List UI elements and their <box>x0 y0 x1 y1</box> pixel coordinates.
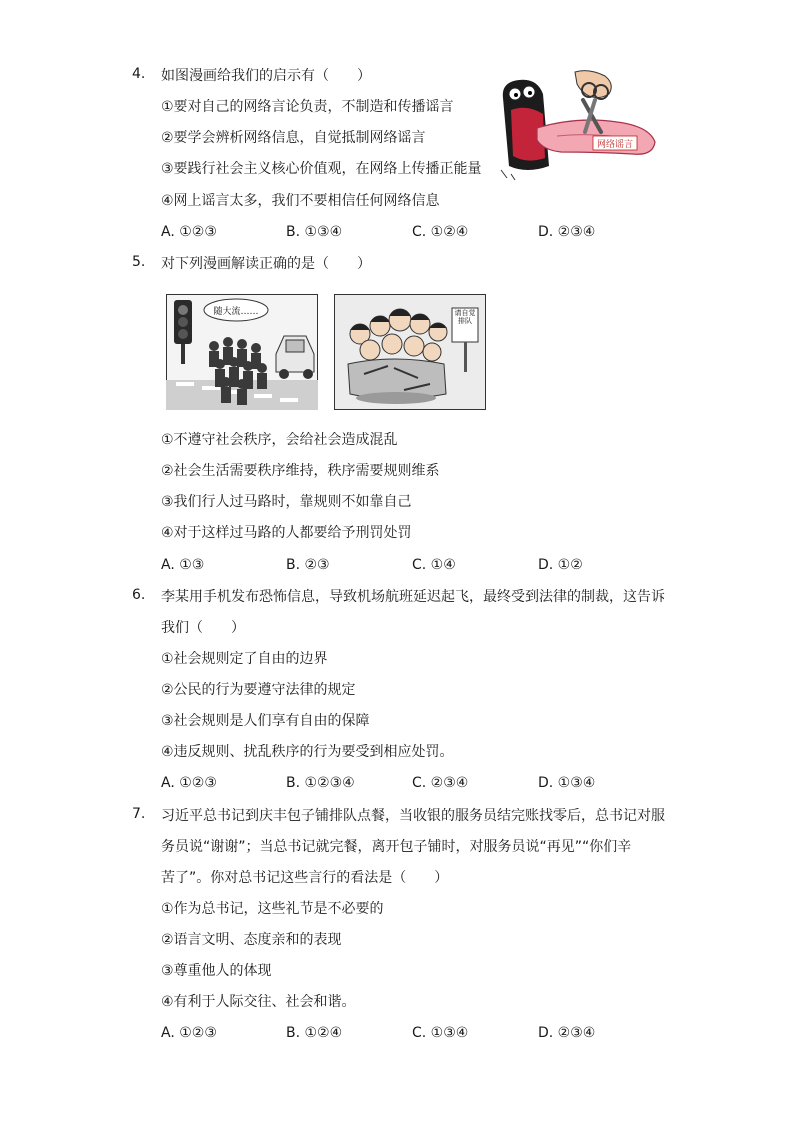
tongue-label: 网络谣言 <box>596 140 634 150</box>
statement-item: ②社会生活需要秩序维持，秩序需要规则维系 <box>161 463 440 479</box>
queue-cartoon-image <box>334 294 486 410</box>
statement-item: ①要对自己的网络言论负责，不制造和传播谣言 <box>161 99 454 115</box>
option-a[interactable]: A. ①③ <box>161 557 205 573</box>
statement-item: ①不遵守社会秩序，会给社会造成混乱 <box>161 432 398 448</box>
option-d[interactable]: D. ②③④ <box>538 1025 596 1041</box>
question-stem: 苦了”。你对总书记这些言行的看法是（ ） <box>161 870 449 886</box>
statement-item: ②要学会辨析网络信息，自觉抵制网络谣言 <box>161 130 426 146</box>
rumor-cartoon-image <box>497 70 659 182</box>
sign-text: 请自觉排队 <box>454 309 476 325</box>
option-d[interactable]: D. ②③④ <box>538 224 596 240</box>
option-c[interactable]: C. ①②④ <box>412 224 469 240</box>
option-c[interactable]: C. ①③④ <box>412 1025 469 1041</box>
question-stem: 务员说“谢谢”；当总书记就完餐，离开包子铺时，对服务员说“再见”“你们辛 <box>161 839 632 855</box>
option-b[interactable]: B. ①②④ <box>286 1025 343 1041</box>
question-number: 6. <box>132 587 146 603</box>
option-a[interactable]: A. ①②③ <box>161 1025 217 1041</box>
option-d[interactable]: D. ①③④ <box>538 775 596 791</box>
bubble-text: 随大流…… <box>213 307 259 317</box>
option-b[interactable]: B. ②③ <box>286 557 330 573</box>
statement-item: ②语言文明、态度亲和的表现 <box>161 932 342 948</box>
option-a[interactable]: A. ①②③ <box>161 775 217 791</box>
question-number: 5. <box>132 254 146 270</box>
question-stem: 习近平总书记到庆丰包子铺排队点餐，当收银的服务员结完账找零后，总书记对服 <box>161 808 665 824</box>
option-c[interactable]: C. ①④ <box>412 557 456 573</box>
option-b[interactable]: B. ①③④ <box>286 224 343 240</box>
statement-item: ①作为总书记，这些礼节是不必要的 <box>161 901 384 917</box>
statement-item: ③要践行社会主义核心价值观，在网络上传播正能量 <box>161 161 482 177</box>
statement-item: ④违反规则、扰乱秩序的行为要受到相应处罚。 <box>161 744 454 760</box>
statement-item: ④有利于人际交往、社会和谐。 <box>161 994 356 1010</box>
statement-item: ④网上谣言太多，我们不要相信任何网络信息 <box>161 193 440 209</box>
statement-item: ③我们行人过马路时，靠规则不如靠自己 <box>161 494 412 510</box>
statement-item: ③社会规则是人们享有自由的保障 <box>161 713 370 729</box>
question-number: 4. <box>132 66 146 82</box>
question-number: 7. <box>132 806 146 822</box>
statement-item: ①社会规则定了自由的边界 <box>161 651 328 667</box>
question-stem: 李某用手机发布恐怖信息，导致机场航班延迟起飞，最终受到法律的制裁，这告诉 <box>161 589 665 605</box>
option-d[interactable]: D. ①② <box>538 557 583 573</box>
jaywalking-cartoon-image <box>166 294 318 410</box>
statement-item: ④对于这样过马路的人都要给予刑罚处罚 <box>161 525 412 541</box>
option-b[interactable]: B. ①②③④ <box>286 775 355 791</box>
option-c[interactable]: C. ②③④ <box>412 775 469 791</box>
question-stem: 对下列漫画解读正确的是（ ） <box>161 256 371 272</box>
statement-item: ②公民的行为要遵守法律的规定 <box>161 682 356 698</box>
statement-item: ③尊重他人的体现 <box>161 963 272 979</box>
question-stem: 如图漫画给我们的启示有（ ） <box>161 68 371 84</box>
option-a[interactable]: A. ①②③ <box>161 224 217 240</box>
question-stem: 我们（ ） <box>161 620 245 636</box>
